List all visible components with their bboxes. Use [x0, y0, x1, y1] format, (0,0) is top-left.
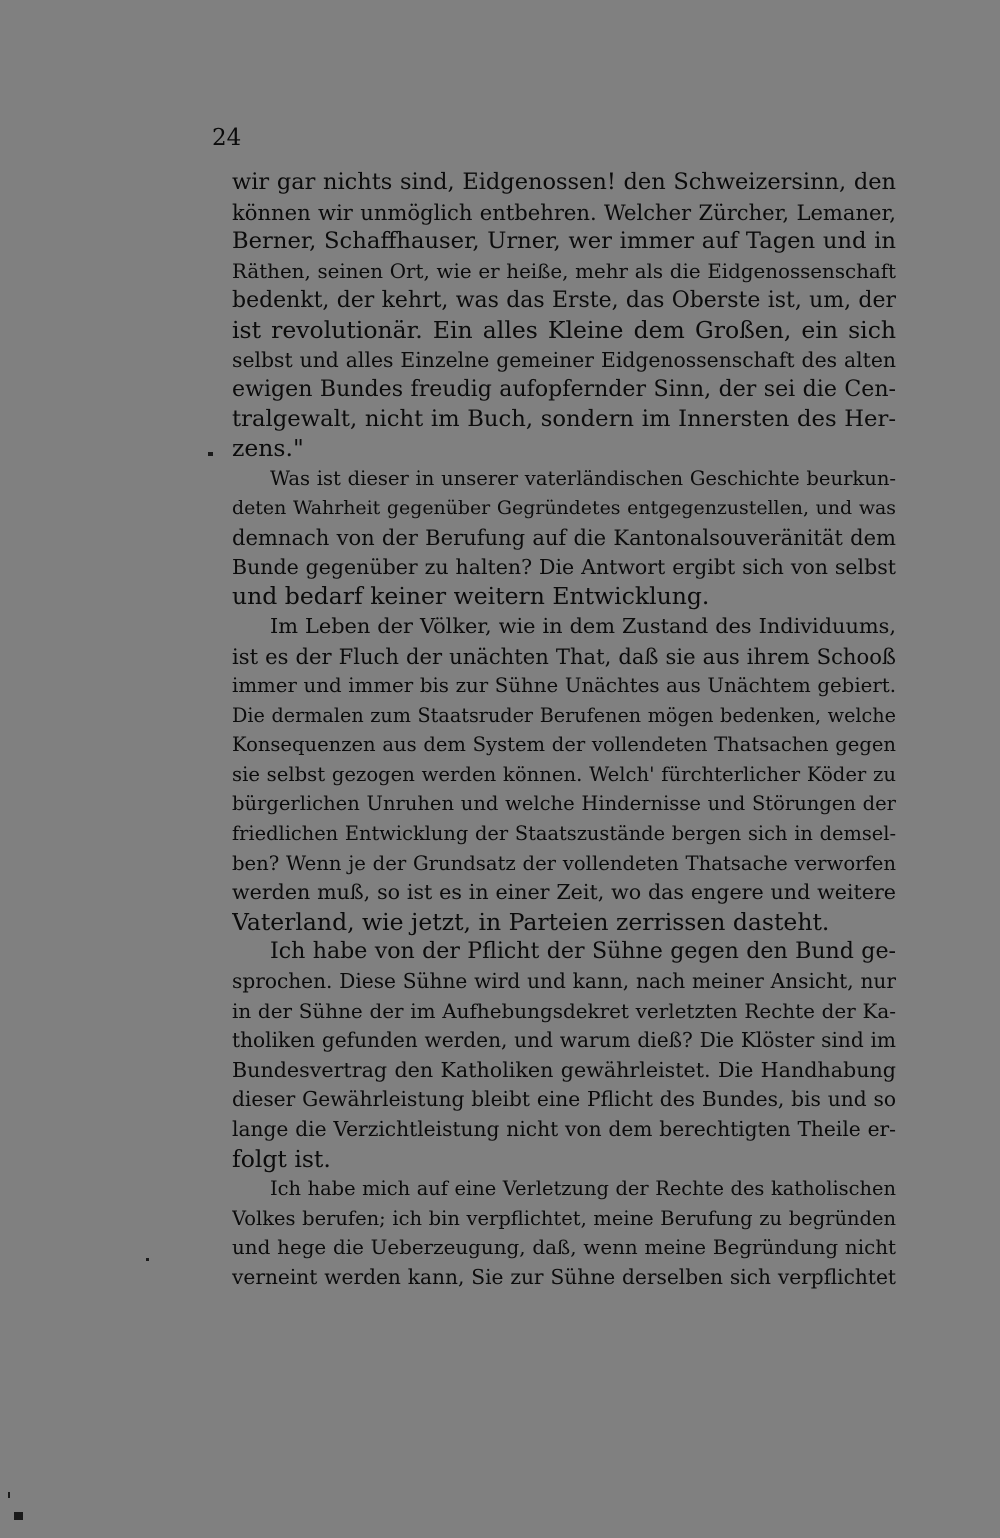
- text-line: selbst und alles Einzelne gemeiner Eidgenossenschaft des alten: [232, 347, 896, 372]
- text-line: ewigen Bundes freudig aufopfernder Sinn, der sei die Cen-: [232, 377, 896, 403]
- text-line: ist revolutionär. Ein alles Kleine dem Großen, ein sich: [232, 315, 896, 344]
- text-line: bedenkt, der kehrt, was das Erste, das Oberste ist, um, der: [232, 288, 896, 314]
- text-line: Bundesvertrag den Katholiken gewährleistet. Die Handhabung: [232, 1057, 896, 1082]
- text-line: immer und immer bis zur Sühne Unächtes aus Unächtem gebiert.: [232, 674, 896, 698]
- text-line: deten Wahrheit gegenüber Gegründetes entgegenzustellen, und was: [232, 496, 896, 519]
- body-text: [232, 168, 896, 1293]
- text-line: und bedarf keiner weitern Entwicklung.: [232, 582, 710, 611]
- text-line: demnach von der Berufung auf die Kantonalsouveränität dem: [232, 525, 896, 551]
- text-line: wir gar nichts sind, Eidgenossen! den Schweizersinn, den: [232, 169, 896, 195]
- text-line: ist es der Fluch der unächten That, daß sie aus ihrem Schooß: [232, 643, 896, 669]
- text-line: sie selbst gezogen werden können. Welch' fürchterlicher Köder zu: [232, 762, 896, 786]
- paragraph-start-line: Was ist dieser in unserer vaterländischen Geschichte beurkun-: [270, 466, 896, 490]
- paragraph-start-line: Im Leben der Völker, wie in dem Zustand des Individuums,: [270, 613, 896, 638]
- page-number: 24: [212, 125, 242, 151]
- text-line: zens.": [232, 434, 304, 463]
- scan-speck: [14, 1512, 23, 1520]
- scan-speck: [8, 1492, 10, 1498]
- text-line: folgt ist.: [232, 1144, 331, 1173]
- text-line: Räthen, seinen Ort, wie er heiße, mehr als die Eidgenossenschaft: [232, 259, 896, 283]
- scan-speck: [146, 1258, 149, 1261]
- paragraph-start-line: Ich habe von der Pflicht der Sühne gegen den Bund ge-: [270, 938, 896, 965]
- text-line: Die dermalen zum Staatsruder Berufenen mögen bedenken, welche: [232, 703, 896, 727]
- text-line: werden muß, so ist es in einer Zeit, wo das engere und weitere: [232, 880, 896, 905]
- text-line: tralgewalt, nicht im Buch, sondern im Innersten des Her-: [232, 405, 896, 432]
- scan-speck: [208, 452, 213, 456]
- text-line: verneint werden kann, Sie zur Sühne derselben sich verpflichtet: [232, 1264, 896, 1289]
- paragraph-start-line: Ich habe mich auf eine Verletzung der Rechte des katholischen: [270, 1177, 896, 1201]
- text-line: Volkes berufen; ich bin verpflichtet, meine Berufung zu begründen: [232, 1206, 896, 1230]
- text-line: dieser Gewährleistung bleibt eine Pflicht des Bundes, bis und so: [232, 1087, 896, 1112]
- text-line: in der Sühne der im Aufhebungsdekret verletzten Rechte der Ka-: [232, 998, 896, 1023]
- text-line: sprochen. Diese Sühne wird und kann, nach meiner Ansicht, nur: [232, 969, 896, 994]
- text-line: Konsequenzen aus dem System der vollendeten Thatsachen gegen: [232, 733, 896, 757]
- text-line: lange die Verzichtleistung nicht von dem berechtigten Theile er-: [232, 1117, 896, 1141]
- text-line: ben? Wenn je der Grundsatz der vollendeten Thatsache verworfen: [232, 851, 896, 875]
- text-line: Vaterland, wie jetzt, in Parteien zerrissen dasteht.: [232, 907, 830, 936]
- text-line: bürgerlichen Unruhen und welche Hindernisse und Störungen der: [232, 792, 896, 816]
- text-line: können wir unmöglich entbehren. Welcher Zürcher, Lemaner,: [232, 199, 896, 225]
- text-line: Bunde gegenüber zu halten? Die Antwort ergibt sich von selbst: [232, 554, 896, 579]
- text-line: und hege die Ueberzeugung, daß, wenn meine Begründung nicht: [232, 1236, 896, 1260]
- text-line: Berner, Schaffhauser, Urner, wer immer auf Tagen und in: [232, 228, 896, 255]
- text-line: tholiken gefunden werden, und warum dieß? Die Klöster sind im: [232, 1028, 896, 1053]
- text-line: friedlichen Entwicklung der Staatszustände bergen sich in demsel-: [232, 822, 896, 846]
